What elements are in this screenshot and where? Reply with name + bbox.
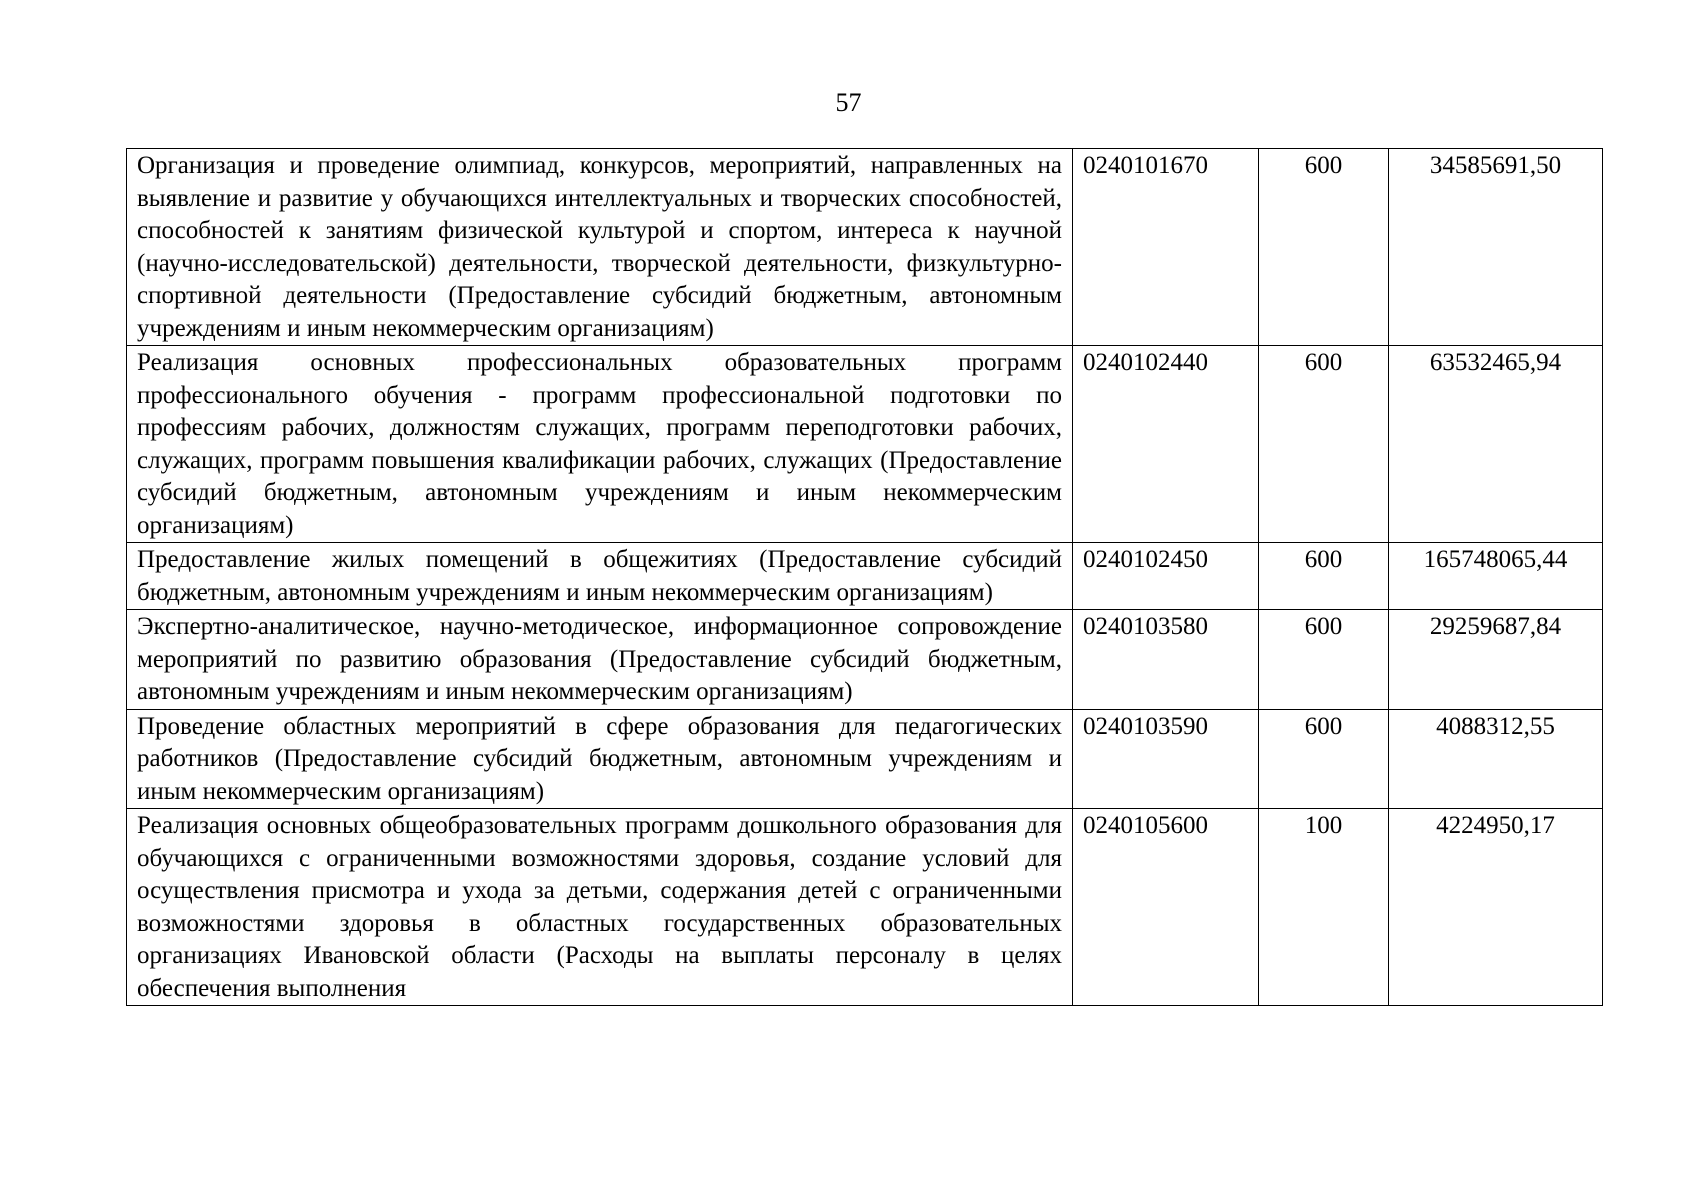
table-row [127,346,1603,543]
amount-value: 4088312,55 [1389,709,1603,809]
target-article-code: 0240102450 [1073,543,1259,610]
target-article-code: 0240101670 [1073,149,1259,346]
page-number: 57 [835,88,862,117]
expense-description: Предоставление жилых помещений в общежитиях (Предоставление субсидий бюджетным, автономным учреждениям и иным некоммерческим организациям) [127,543,1073,610]
table-row [127,149,1603,346]
target-article-code: 0240105600 [1073,809,1259,1006]
expense-description: Проведение областных мероприятий в сфере образования для педагогических работников (Предоставление субсидий бюджетным, автономным учреждениям и иным некоммерческим организациям) [127,709,1073,809]
expense-type-code: 100 [1259,809,1389,1006]
table-row [127,809,1603,1006]
expense-type-code: 600 [1259,543,1389,610]
table-row [127,709,1603,809]
expense-description: Реализация основных общеобразовательных программ дошкольного образования для обучающихся с ограниченными возможностями здоровья, создание условий для осуществления присмотра и ухода за детьми, содержания детей с ограниченными возможностями здоровья в областных государственных образовательных организациях Ивановской области (Расходы на выплаты персоналу в целях обеспечения выполнения [127,809,1073,1006]
expense-type-code: 600 [1259,610,1389,710]
amount-value: 29259687,84 [1389,610,1603,710]
target-article-code: 0240102440 [1073,346,1259,543]
expense-type-code: 600 [1259,346,1389,543]
table-row [127,543,1603,610]
expense-type-code: 600 [1259,149,1389,346]
amount-value: 34585691,50 [1389,149,1603,346]
table-row [127,610,1603,710]
target-article-code: 0240103580 [1073,610,1259,710]
target-article-code: 0240103590 [1073,709,1259,809]
amount-value: 63532465,94 [1389,346,1603,543]
amount-value: 4224950,17 [1389,809,1603,1006]
expense-description: Экспертно-аналитическое, научно-методическое, информационное сопровождение мероприятий по развитию образования (Предоставление субсидий бюджетным, автономным учреждениям и иным некоммерческим организациям) [127,610,1073,710]
expense-description: Реализация основных профессиональных образовательных программ профессионального обучения - программ профессиональной подготовки по профессиям рабочих, должностям служащих, программ переподготовки рабочих, служащих, программ повышения квалификации рабочих, служащих (Предоставление субсидий бюджетным, автономным учреждениям и иным некоммерческим организациям) [127,346,1073,543]
expense-description: Организация и проведение олимпиад, конкурсов, мероприятий, направленных на выявление и развитие у обучающихся интеллектуальных и творческих способностей, способностей к занятиям физической культурой и спортом, интереса к научной (научно-исследовательской) деятельности, творческой деятельности, физкультурно-спортивной деятельности (Предоставление субсидий бюджетным, автономным учреждениям и иным некоммерческим организациям) [127,149,1073,346]
budget-table [126,148,1603,1006]
amount-value: 165748065,44 [1389,543,1603,610]
expense-type-code: 600 [1259,709,1389,809]
